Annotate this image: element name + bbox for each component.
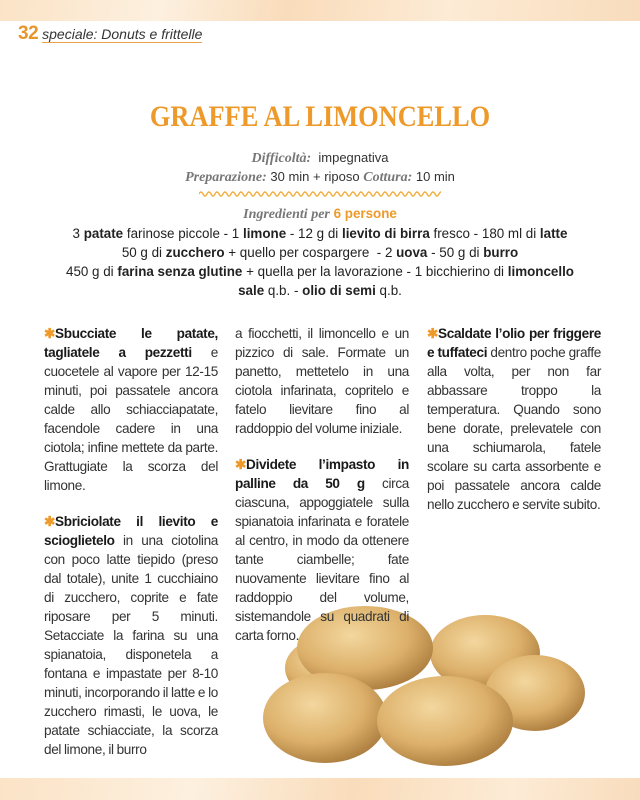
ingredient-text: - 12 g di [286,226,342,241]
ingredients-heading [0,204,640,224]
ingredient-text: + quella per la lavorazione - 1 bicchierino di [242,264,508,279]
bottom-decorative-band [0,778,640,800]
ingredient-name: farina senza glutine [117,264,243,279]
ingredient-name: olio di semi [302,283,376,298]
prep-label: Preparazione: [185,170,267,185]
difficulty-value: impegnativa [318,150,389,165]
ingredient-text: + quello per cospargere - 2 [224,245,397,260]
ingredient-text: 50 g di [121,245,166,260]
ingredient-text: q.b. - [264,283,303,298]
recipe-title: GRAFFE AL LIMONCELLO [149,100,491,133]
cook-label: Cottura: [363,170,413,185]
section-title: speciale: Donuts e frittelle [42,26,203,42]
difficulty-line [0,150,640,167]
ingredients-label: Ingredienti per [243,207,330,222]
servings: 6 persone [333,206,397,221]
ingredient-name: latte [539,226,568,241]
page-number: 32 [18,23,39,44]
ingredients-line [0,281,640,300]
ingredient-name: patate [83,226,124,241]
ingredient-text: 450 g di [66,264,118,279]
ingredient-name: burro [483,245,519,260]
cook-value: 10 min [415,169,455,184]
column-2 [235,324,409,662]
ingredient-name: limone [242,226,287,241]
step-2-continued: a fiocchetti, il limoncello e un pizzico di sale. Formate un panetto, mettetelo in una ciotola infarinata, copritelo e fatelo lievitare fino al raddoppio del volume iniziale. [235,326,409,436]
ingredients-line [0,262,640,281]
ingredients-line [0,224,640,243]
ingredient-text: fresco - 180 ml di [429,226,540,241]
ingredients-line [0,243,640,262]
ingredients [0,204,640,300]
prep-value: 30 min + riposo [270,169,360,184]
ingredient-text: q.b. [375,283,402,298]
step-4: ✱Scaldate l’olio per friggere e tuffateci dentro poche graffe alla volta, per non far abbassare troppo la temperatura. Quando sono bene dorate, prelevatele con una schiumarola, fatele scolare su carta assorbente e poi passatele ancora calde nello zucchero e servite subito. [427,326,601,512]
ingredient-name: zucchero [165,245,225,260]
column-1 [44,324,218,776]
ingredient-text: farinose piccole - 1 [123,226,243,241]
step-1: ✱Sbucciate le patate, tagliatele a pezzetti e cuocetele al vapore per 12-15 minuti, poi passatele ancora calde allo schiacciapatate, facendole cadere in una ciotola; infine mettete da parte. Grattugiate la scorza del limone. [44,326,218,493]
difficulty-label: Difficoltà: [251,151,312,166]
running-header [18,23,202,45]
ingredient-text: 3 [72,226,84,241]
step-2: ✱Sbriciolate il lievito e scioglietelo in una ciotolina con poco latte tiepido (preso dal totale), unite 1 cucchiaino di zucchero, coprite e fate riposare per 5 minuti. Setacciate la farina su una spianatoia, disponetela a fontana e impastate per 8-10 minuti, incorporando il latte e lo zucchero rimasti, le uova, le patate schiacciate, la scorza del limone, il burro [44,514,218,757]
ingredient-name: lievito di birra [341,226,430,241]
top-decorative-band [0,0,640,21]
ingredient-text: - 50 g di [427,245,484,260]
ingredient-name: sale [238,283,265,298]
column-3 [427,324,601,531]
ingredient-name: limoncello [507,264,574,279]
time-line [0,169,640,186]
ingredient-name: uova [396,245,428,260]
wavy-divider [199,190,441,198]
step-3: ✱Dividete l’impasto in palline da 50 g circa ciascuna, appoggiatele sulla spianatoia infarinata e foratele al centro, in modo da ottenere tante ciambelle; fate nuovamente lievitare fino al raddoppio del volume, sistemandole su quadrati di carta forno. [235,457,409,643]
